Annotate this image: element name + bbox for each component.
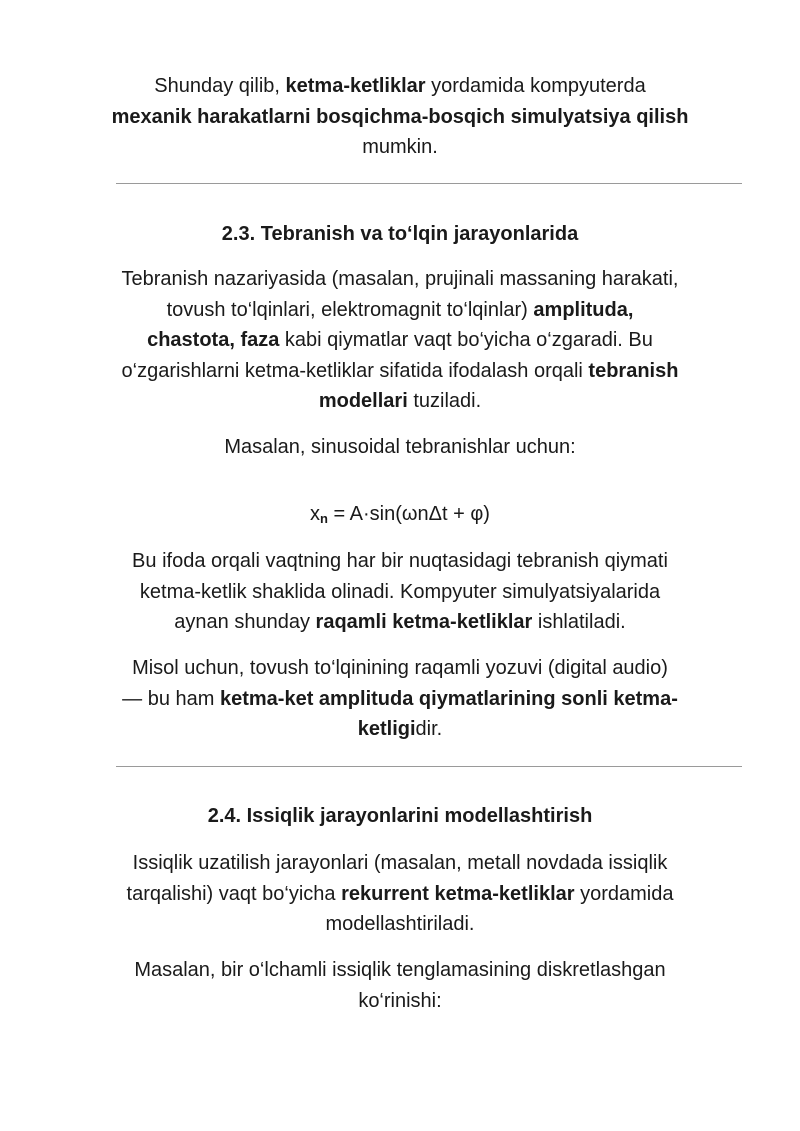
intro-bold-phrase: mexanik harakatlarni bosqichma-bosqich simulyatsiya qilish — [111, 105, 689, 128]
formula-variable: x — [310, 503, 321, 525]
paragraph-text: o‘zgarishlarni ketma-ketliklar sifatida ifodalash orqali — [121, 359, 589, 382]
section-heading-2-4: 2.4. Issiqlik jarayonlarini modellashtirish — [207, 805, 593, 827]
section-divider — [116, 766, 742, 767]
bold-term: modellari — [318, 390, 408, 412]
paragraph-text: Bu ifoda orqali vaqtning har bir nuqtasidagi tebranish qiymati — [132, 550, 668, 572]
paragraph-text: tarqalishi) vaqt bo‘yicha — [126, 882, 342, 905]
section-2-3-paragraph-2: Masalan, sinusoidal tebranishlar uchun: — [224, 436, 576, 458]
paragraph-text: yordamida — [574, 882, 674, 905]
section-heading-2-3: 2.3. Tebranish va to‘lqin jarayonlarida — [221, 223, 579, 245]
paragraph-text: aynan shunday — [174, 611, 316, 633]
paragraph-text: ko‘rinishi: — [358, 989, 442, 1012]
paragraph-text: tuziladi. — [407, 390, 482, 412]
sinusoidal-formula — [110, 499, 690, 529]
section-2-3-paragraph-1 — [110, 264, 690, 417]
bold-term: rekurrent ketma-ketliklar — [341, 882, 575, 905]
bold-term: chastota, faza — [147, 329, 280, 351]
section-2-4-paragraph-2 — [110, 955, 690, 1016]
intro-bold-term: ketma-ketliklar — [285, 75, 426, 97]
paragraph-text: ishlatiladi. — [532, 611, 626, 633]
paragraph-text: tovush to‘lqinlari, elektromagnit to‘lqinlar) — [166, 298, 534, 321]
bold-term: tebranish — [588, 359, 679, 382]
paragraph-text: — bu ham — [122, 687, 220, 710]
bold-term: ketma-ket amplituda qiymatlarining sonli ketma- — [219, 687, 678, 710]
bold-term: amplituda, — [533, 298, 634, 321]
paragraph-text: Misol uchun, tovush to‘lqinining raqamli yozuvi (digital audio) — [132, 657, 668, 679]
section-2-3-paragraph-3 — [110, 546, 690, 638]
bold-term: raqamli ketma-ketliklar — [315, 611, 533, 633]
formula-expression: = A·sin(ωnΔt + φ) — [327, 503, 490, 525]
formula-subscript: n — [320, 511, 328, 526]
bold-term: ketligi — [357, 718, 416, 740]
paragraph-text: Issiqlik uzatilish jarayonlari (masalan, metall novdada issiqlik — [132, 852, 668, 874]
intro-text: Shunday qilib, — [154, 75, 286, 97]
paragraph-text: dir. — [415, 718, 443, 740]
paragraph-text: Masalan, bir o‘lchamli issiqlik tenglamasining diskretlashgan — [134, 959, 666, 981]
section-2-4-paragraph-1 — [110, 848, 690, 940]
paragraph-text: kabi qiymatlar vaqt bo‘yicha o‘zgaradi. Bu — [279, 329, 653, 351]
intro-text: mumkin. — [362, 136, 438, 158]
section-divider — [116, 183, 742, 184]
intro-text: yordamida kompyuterda — [425, 75, 646, 97]
paragraph-text: Tebranish nazariyasida (masalan, prujinali massaning harakati, — [121, 268, 679, 290]
section-2-3-paragraph-4 — [110, 653, 690, 745]
paragraph-text: modellashtiriladi. — [325, 913, 475, 935]
intro-paragraph — [110, 71, 690, 163]
paragraph-text: ketma-ketlik shaklida olinadi. Kompyuter simulyatsiyalarida — [139, 580, 661, 603]
